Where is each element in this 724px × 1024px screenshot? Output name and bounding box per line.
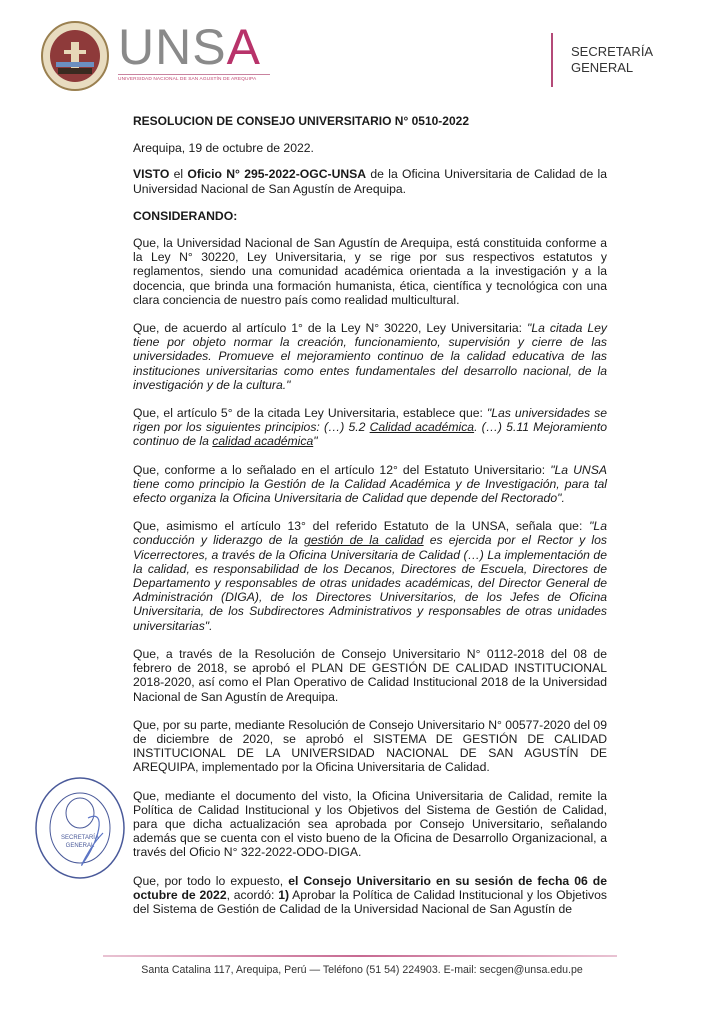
logo-subtitle: UNIVERSIDAD NACIONAL DE SAN AGUSTÍN DE AREQUIPA — [118, 77, 257, 82]
paragraph-2: Que, de acuerdo al artículo 1° de la Ley N° 30220, Ley Universitaria: "La citada Ley tiene por objeto normar la creación, funcionamiento, supervisión y cierre de las universidades. Promueve el mejoramiento continuo de la calidad educativa de las instituciones universitarias como entes fundamentales del desarrollo nacional, de la investigación y de la cultura." — [133, 321, 607, 392]
university-seal-icon — [40, 20, 110, 92]
paragraph-9: Que, por todo lo expuesto, el Consejo Universitario en su sesión de fecha 06 de octubre de 2022, acordó: 1) Aprobar la Política de Calidad Institucional y los Objetivos del Sistema de Gestión de Calidad de la Universidad Nacional de San Agustín de — [133, 873, 607, 916]
paragraph-8: Que, mediante el documento del visto, la Oficina Universitaria de Calidad, remite la Política de Calidad Institucional y los Objetivos del Sistema de Gestión de Calidad, para que dicha actualización sea aprobada por Consejo Universitario, señalando además que se cuenta con el visto bueno de la Oficina de Desarrollo Organizacional, a través del Oficio N° 322-2022-ODO-DIGA. — [133, 788, 607, 860]
footer-divider — [103, 955, 617, 957]
considerando-heading: CONSIDERANDO: — [133, 208, 238, 223]
office-name: SECRETARÍA GENERAL — [571, 44, 654, 75]
paragraph-6: Que, a través de la Resolución de Consejo Universitario N° 0112-2018 del 08 de febrero de 2018, se aprobó el PLAN DE GESTIÓN DE CALIDAD INSTITUCIONAL 2018-2020, así como el Plan Operativo de Calidad Institucional 2018 de la Universidad Nacional de San Agustín de Arequipa. — [133, 646, 607, 704]
letterhead — [0, 0, 724, 100]
unsa-logo: UNSA UNIVERSIDAD NACIONAL DE SAN AGUSTÍN DE AREQUIPA — [118, 22, 270, 82]
visto-paragraph: VISTO el Oficio N° 295-2022-OGC-UNSA de la Oficina Universitaria de Calidad de la Universidad Nacional de San Agustín de Arequipa. — [133, 167, 608, 196]
resolution-title: RESOLUCION DE CONSEJO UNIVERSITARIO N° 0510-2022 — [133, 114, 469, 128]
paragraph-1: Que, la Universidad Nacional de San Agustín de Arequipa, está constituida conforme a la Ley N° 30220, Ley Universitaria, y se rige por sus respectivos estatutos y reglamentos, siendo una comunidad académica orientada a la investigación y a la docencia, que brinda una formación humanista, ética, científica y tecnológica con una clara conciencia de nuestro país como realidad multicultural. — [133, 236, 607, 307]
paragraph-7: Que, por su parte, mediante Resolución de Consejo Universitario N° 00577-2020 del 09 de diciembre de 2020, se aprobó el SISTEMA DE GESTIÓN DE CALIDAD INSTITUCIONAL DE LA UNIVERSIDAD NACIONAL DE SAN AGUSTÍN DE AREQUIPA, implementado por la Oficina Universitaria de Calidad. — [133, 717, 607, 775]
svg-text:SECRETARÍA: SECRETARÍA — [61, 835, 99, 841]
secretaria-stamp-icon — [28, 773, 128, 883]
document-body — [133, 114, 607, 930]
paragraph-4: Que, conforme a lo señalado en el artículo 12° del Estatuto Universitario: "La UNSA tiene como principio la Gestión de la Calidad Académica y de Investigación, para tal efecto organiza la Oficina Universitaria de Calidad que depende del Rectorado". — [133, 462, 607, 506]
document-date: Arequipa, 19 de octubre de 2022. — [133, 141, 314, 156]
footer-contact: Santa Catalina 117, Arequipa, Perú — Teléfono (51 54) 224903. E-mail: secgen@unsa.edu.pe — [141, 964, 583, 976]
svg-text:GENERAL: GENERAL — [65, 843, 95, 849]
header-divider — [551, 33, 553, 87]
paragraph-5: Que, asimismo el artículo 13° del referido Estatuto de la UNSA, señala que: "La conducción y liderazgo de la gestión de la calidad es ejercida por el Rector y los Vicerrectores, a través de la Oficina Universitaria de Calidad (…) La implementación de la calidad, es responsabilidad de los Decanos, Directores de Escuela, Directores de Departamento y responsables de otras unidades académicas, del Director General de Administración (DIGA), de los Directores Universitarios, de los Jefes de Oficina Universitaria, de los Subdirectores Administrativos y responsables de otras unidades universitarias". — [133, 519, 608, 633]
paragraph-3: Que, el artículo 5° de la citada Ley Universitaria, establece que: "Las universidades se rigen por los siguientes principios: (…) 5.2 Calidad académica. (…) 5.11 Mejoramiento continuo de la calidad académica" — [133, 406, 608, 449]
